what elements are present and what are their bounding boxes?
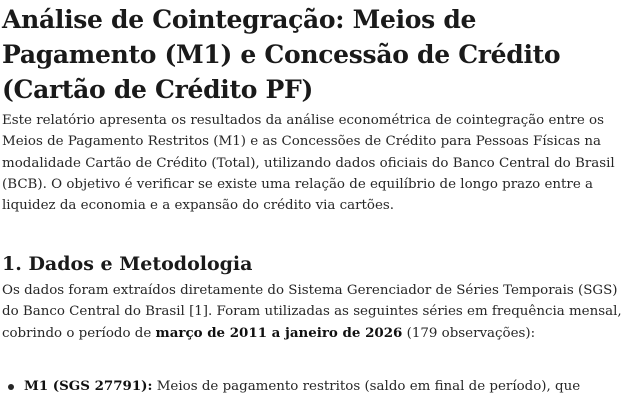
section-heading-data-methodology: 1. Dados e Metodologia	[2, 253, 253, 275]
data-methodology-paragraph	[2, 280, 622, 344]
paragraph-text-start: Os dados foram extraídos diretamente do Sistema Gerenciador de Séries Temporais (SGS) do Banco Central do Brasil [1]. Foram utilizadas as seguintes séries em frequência mensal, cobrindo o período de	[2, 283, 622, 341]
list-item	[0, 376, 630, 397]
bullet-icon	[8, 384, 14, 390]
paragraph-text-end: (179 observações):	[402, 325, 536, 341]
intro-paragraph: Este relatório apresenta os resultados da análise econométrica de cointegração entre os Meios de Pagamento Restritos (M1) e as Concessões de Crédito para Pessoas Físicas na modalidade Cartão de Crédito (Total), utilizando dados oficiais do Banco Central do Brasil (BCB). O objetivo é verificar se existe uma relação de equilíbrio de longo prazo entre a liquidez da economia e a expansão do crédito via cartões.	[2, 113, 615, 214]
page-title: Análise de Cointegração: Meios de Pagamento (M1) e Concessão de Crédito (Cartão de Crédito PF)	[2, 5, 561, 104]
series-description: Meios de pagamento restritos (saldo em final de período), que	[152, 379, 581, 394]
series-label: M1 (SGS 27791):	[24, 378, 153, 394]
series-list	[0, 376, 630, 397]
period-highlight: março de 2011 a janeiro de 2026	[155, 324, 403, 341]
